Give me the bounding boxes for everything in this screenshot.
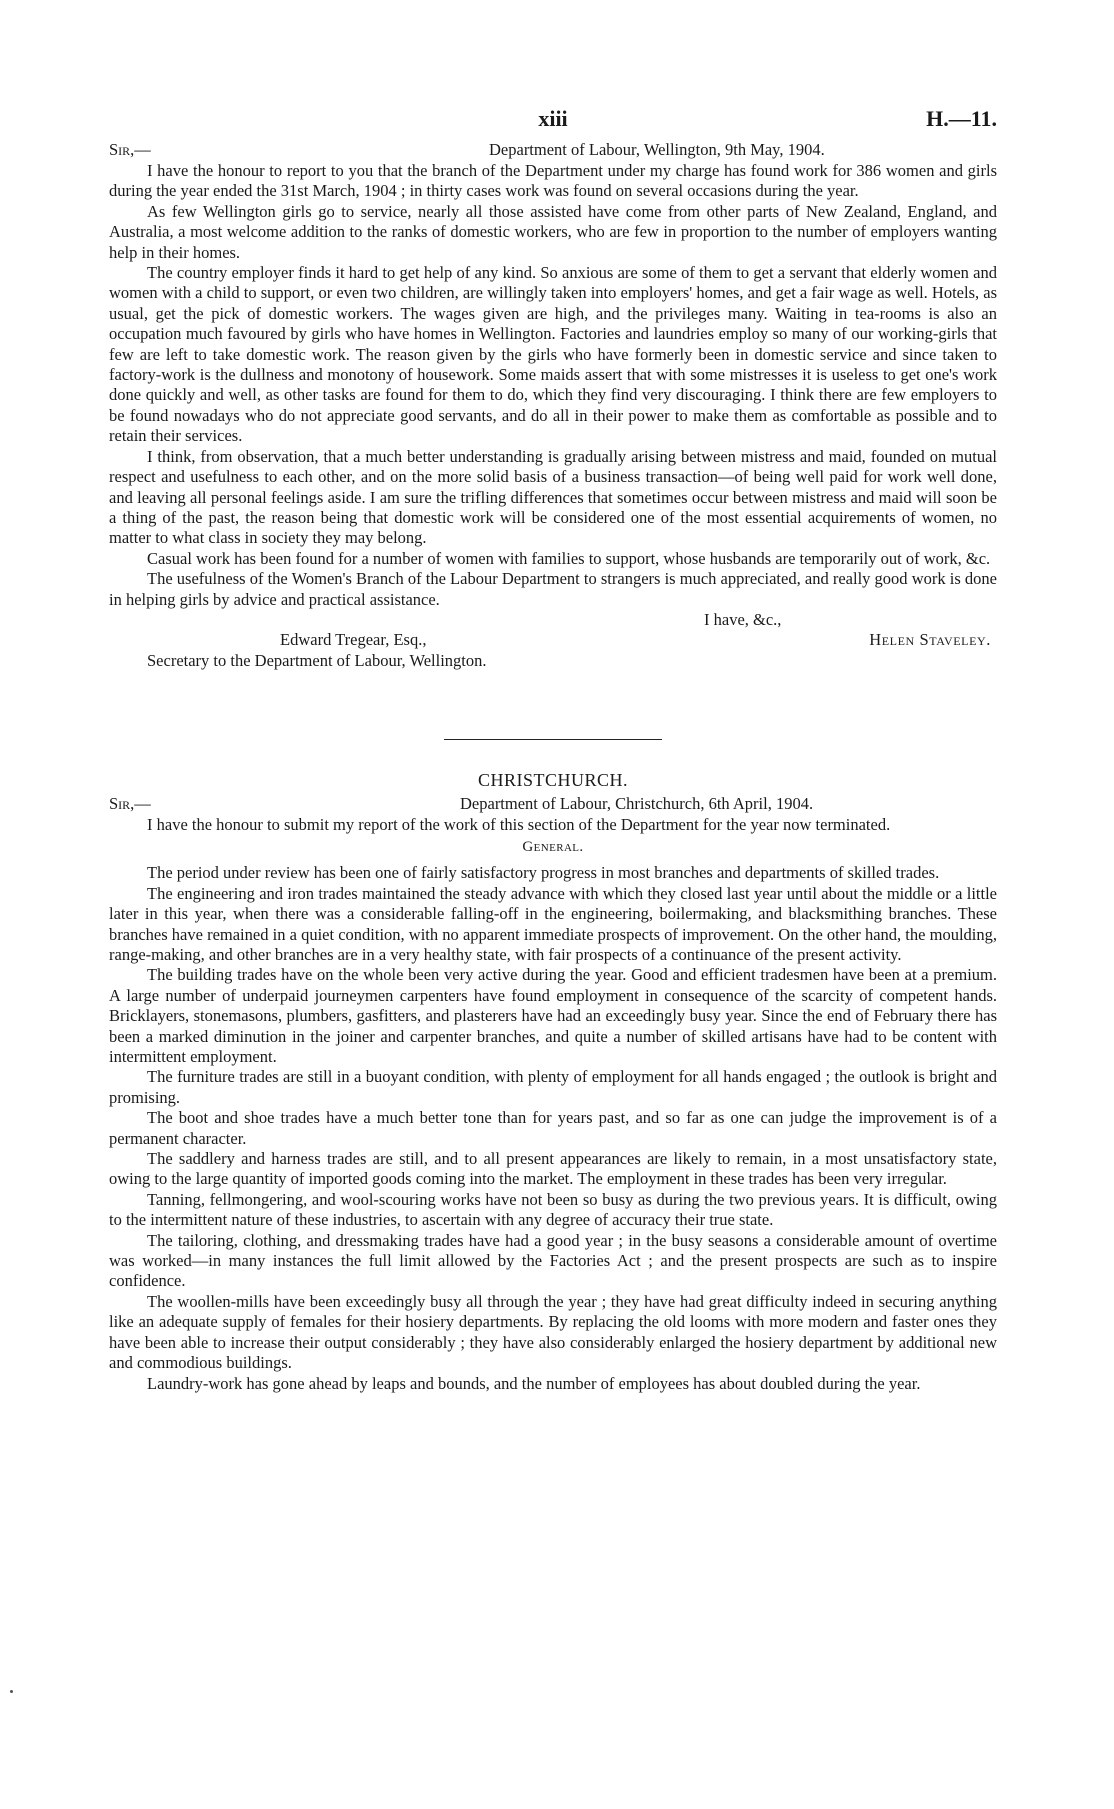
paragraph: The engineering and iron trades maintained the steady advance with which they closed last year until about the middle or a little later in this year, when there was a considerable falling-off in the engineering, boilermaking, and blacksmithing branches. These branches have remained in a quiet condition, with no apparent immediate prospects of improvement. On the other hand, the moulding, range-making, and other branches are in a very healthy state, with fair prospects of a continuance of the present activity. [109,883,997,964]
paragraph: The saddlery and harness trades are still, and to all present appearances are likely to remain, in a most unsatisfactory state, owing to the large quantity of imported goods coming into the market. The employment in these trades has been very irregular. [109,1149,997,1189]
signoff-block [109,610,997,672]
paragraph: The building trades have on the whole been very active during the year. Good and efficient tradesmen have been at a premium. A large number of underpaid journeymen carpenters have found employment in consequence of the scarcity of competent hands. Bricklayers, stonemasons, plumbers, gasfitters, and plasterers have had an exceedingly busy year. Since the end of February there has been a marked diminution in the joiner and carpenter branches, and quite a number of skilled artisans have had to be content with intermittent employment. [109,965,997,1066]
document-reference: H.—11. [926,106,997,131]
salutation: Sir,— [109,793,151,813]
section-divider [444,739,662,740]
christchurch-report [109,770,997,1394]
salutation: Sir,— [109,140,151,159]
document-page [109,96,997,1394]
dateline: Department of Labour, Wellington, 9th May, 1904. [489,140,825,159]
salutation-line [109,794,997,815]
salutation-line [109,140,997,161]
paragraph: The boot and shoe trades have a much better tone than for years past, and so far as one can judge the improvement is of a permanent character. [109,1108,997,1148]
paragraph: Casual work has been found for a number of women with families to support, whose husbands are temporarily out of work, &c. [147,548,991,568]
paragraph: The furniture trades are still in a buoyant condition, with plenty of employment for all hands engaged ; the outlook is bright and promising. [109,1067,997,1107]
paragraph: I think, from observation, that a much better understanding is gradually arising between mistress and maid, founded on mutual respect and usefulness to each other, and on the more solid basis of a business transaction—of being well paid for work well done, and leaving all personal feelings aside. I am sure the trifling differences that sometimes occur between mistress and maid will soon be a thing of the past, the reason being that domestic work will be considered one of the most essential acquirements of women, no matter to what class in society they may belong. [109,446,997,548]
dateline: Department of Labour, Christchurch, 6th April, 1904. [460,793,814,813]
section-title: CHRISTCHURCH. [477,769,629,790]
paragraph: Laundry-work has gone ahead by leaps and bounds, and the number of employees has about doubled during the year. [147,1373,921,1393]
paragraph: The tailoring, clothing, and dressmaking trades have had a good year ; in the busy seasons a considerable amount of overtime was worked—in many instances the full limit allowed by the Factories Act ; and the present prospects are such as to inspire confidence. [109,1230,997,1291]
paragraph: The usefulness of the Women's Branch of the Labour Department to strangers is much appreciated, and really good work is done in helping girls by advice and practical assistance. [109,569,997,609]
addressee: Edward Tregear, Esq., [280,629,427,649]
wellington-report [109,140,997,672]
scan-speck [10,1690,13,1693]
subheading: General. [522,839,584,856]
paragraph: As few Wellington girls go to service, nearly all those assisted have come from other parts of New Zealand, England, and Australia, a most welcome addition to the ranks of domestic workers, who are few in proportion to the number of employers wanting help in their homes. [109,201,997,262]
closing: I have, &c., [704,609,782,629]
paragraph: The country employer finds it hard to get help of any kind. So anxious are some of them to get a servant that elderly women and women with a child to support, or even two children, are willingly taken into employers' homes, and get a fair wage as well. Hotels, as usual, get the pick of domestic workers. The wages given are high, and the privileges many. Waiting in tea-rooms is also an occupation much favoured by girls who have homes in Wellington. Factories and laundries employ so many of our working-girls that few are left to take domestic work. The reason given by the girls who have formerly been in domestic service and since taken to factory-work is the dullness and monotony of housework. Some maids assert that with some mistresses it is useless to get one's work done quickly and well, as other tasks are found for them to do, which they find very discouraging. I think there are few employers to be found nowadays who do not appreciate good servants, and do all in their power to make them as comfortable as possible and to retain their services. [109,263,997,446]
addressee-title: Secretary to the Department of Labour, Wellington. [147,650,487,670]
paragraph: I have the honour to report to you that the branch of the Department under my charge has found work for 386 women and girls during the year ended the 31st March, 1904 ; in thirty cases work was found on several occasions during the year. [109,161,997,201]
page-number: xiii [538,106,568,131]
paragraph: The woollen-mills have been exceedingly busy all through the year ; they have had great difficulty indeed in securing anything like an adequate supply of females for their hosiery departments. By replacing the old looms with more modern and faster ones they have been able to increase their output considerably ; they have also considerably enlarged the hosiery department by additional new and commodious buildings. [109,1291,997,1373]
signer: Helen Staveley. [869,629,991,649]
page-header [109,96,997,140]
paragraph: I have the honour to submit my report of the work of this section of the Department for the year now terminated. [147,814,891,834]
paragraph: Tanning, fellmongering, and wool-scouring works have not been so busy as during the two previous years. It is difficult, owing to the intermittent nature of these industries, to ascertain with any degree of accuracy their true state. [109,1189,997,1230]
paragraph: The period under review has been one of fairly satisfactory progress in most branches and departments of skilled trades. [147,863,940,883]
